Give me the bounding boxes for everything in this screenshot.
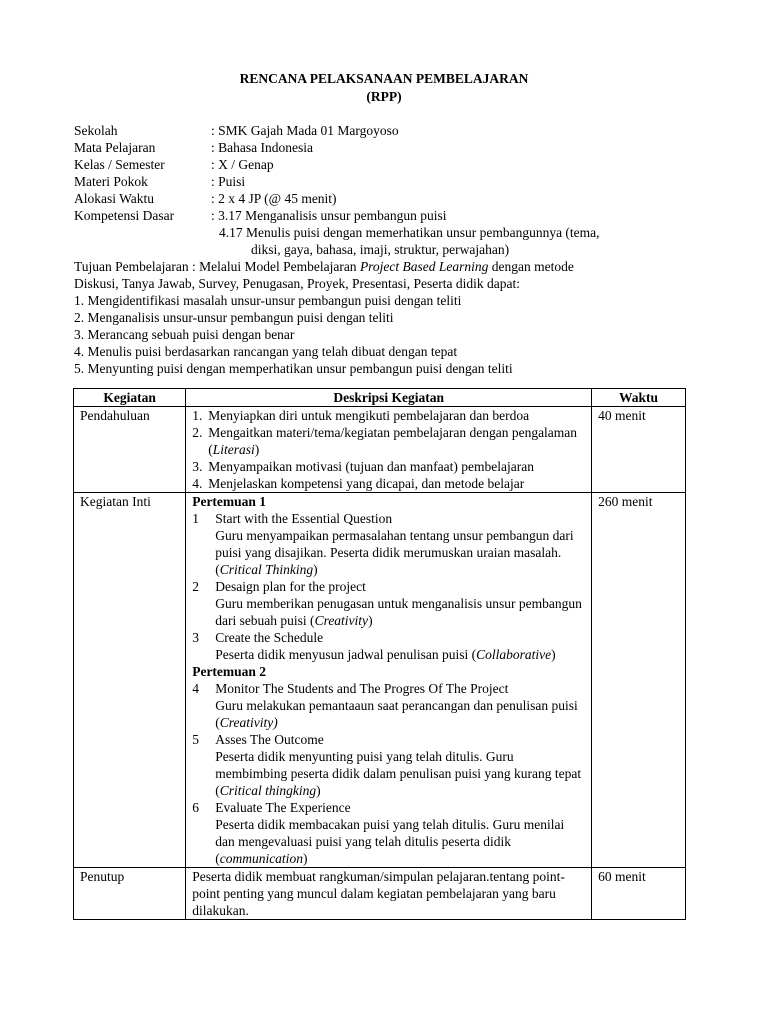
item-number: 2. [192,425,203,440]
step-desc-italic: Collaborative [476,647,552,662]
identity-label: Kompetensi Dasar [74,208,175,223]
item-number: 4. [192,476,203,491]
step-desc-text: Peserta didik menyunting puisi yang telah ditulis. Guru membimbing peserta didik dalam penulisan puisi yang kurang tepat ( [215,749,582,798]
table-header-row [74,389,686,407]
row-time: 60 menit [592,868,686,920]
step-desc-after: ) [302,851,308,866]
inti-step [192,629,585,663]
step-desc-italic: communication [219,851,303,866]
step-desc-italic: Critical Thinking [219,562,314,577]
step-desc-after: ) [313,562,318,577]
identity-value: : 2 x 4 JP (@ 45 menit) [211,191,337,206]
row-time: 40 menit [592,407,686,493]
page-title-line2: (RPP) [366,89,402,104]
row-label: Penutup [74,868,186,920]
step-desc [215,816,585,867]
step-desc-italic: Critical thingking [219,783,317,798]
step-desc [215,595,585,629]
identity-value: : SMK Gajah Mada 01 Margoyoso [211,123,399,138]
pertemuan-2-heading: Pertemuan 2 [192,664,267,679]
tujuan-item: 2. Menganalisis unsur-unsur pembangun puisi dengan teliti [74,310,394,325]
pendahuluan-list [192,407,585,492]
page-title-line1: RENCANA PELAKSANAAN PEMBELAJARAN [239,71,529,86]
inti-step [192,578,585,629]
inti-step [192,680,585,731]
item-text: Menyiapkan diri untuk mengikuti pembelajaran dan berdoa [208,408,530,423]
list-item [192,407,585,424]
identity-label: Sekolah [74,123,118,138]
step-title: Monitor The Students and The Progres Of The Project [215,681,509,696]
step-desc-italic: Creativity [314,613,369,628]
tujuan-item: 1. Mengidentifikasi masalah unsur-unsur pembangun puisi dengan teliti [74,293,462,308]
item-text: Mengaitkan materi/tema/kegiatan pembelajaran dengan pengalaman ( [208,425,578,457]
step-desc-text: Guru menyampaikan permasalahan tentang unsur pembangun dari puisi yang disajikan. Peserta didik merumuskan uraian masalah. ( [215,528,574,577]
header-deskripsi: Deskripsi Kegiatan [186,389,592,407]
identity-value: : Bahasa Indonesia [211,140,313,155]
activity-table [73,388,686,920]
table-row-inti [74,493,686,868]
inti-step [192,731,585,799]
step-desc-after: ) [316,783,321,798]
step-desc [215,748,585,799]
tujuan-prefix: Tujuan Pembelajaran : Melalui Model Pembelajaran [74,259,360,274]
row-label: Kegiatan Inti [74,493,186,868]
inti-step [192,510,585,578]
step-title: Create the Schedule [215,630,324,645]
identity-value: : Puisi [211,174,246,189]
pertemuan-1-heading: Pertemuan 1 [192,494,267,509]
item-text: Menjelaskan kompetensi yang dicapai, dan metode belajar [208,476,525,491]
identity-value: : 3.17 Menganalisis unsur pembangun puisi [211,208,447,223]
tujuan-item: 3. Merancang sebuah puisi dengan benar [74,327,295,342]
item-number: 3. [192,459,203,474]
tujuan-model: Project Based Learning [359,259,489,274]
row-description [186,407,592,493]
item-text: Menyampaikan motivasi (tujuan dan manfaat) pembelajaran [208,459,534,474]
row-label: Pendahuluan [74,407,186,493]
table-row-penutup [74,868,686,920]
tujuan-suffix: dengan metode [488,259,574,274]
list-item [192,424,585,458]
tujuan-item: 5. Menyunting puisi dengan memperhatikan unsur pembangun puisi dengan teliti [74,361,513,376]
step-title: Start with the Essential Question [215,511,393,526]
identity-value: : X / Genap [211,157,274,172]
step-desc-text: Guru melakukan pemantaaun saat perancangan dan penulisan puisi ( [215,698,578,730]
row-description [186,493,592,868]
row-description: Peserta didik membuat rangkuman/simpulan pelajaran.tentang point-point penting yang muncul dalam kegiatan pembelajaran yang baru dilakukan. [186,868,592,920]
tujuan-line2: Diskusi, Tanya Jawab, Survey, Penugasan, Proyek, Presentasi, Peserta didik dapat: [74,276,520,291]
step-desc [215,646,585,663]
step-title: Evaluate The Experience [215,800,351,815]
item-after: ) [254,442,260,457]
item-italic: Literasi [212,442,255,457]
step-number: 5 [192,732,199,747]
table-row-pendahuluan [74,407,686,493]
step-desc-text: Guru memberikan penugasan untuk menganalisis unsur pembangun dari sebuah puisi ( [215,596,582,628]
step-number: 6 [192,800,199,815]
step-desc-italic: Creativity) [219,715,278,730]
step-desc-after: ) [368,613,373,628]
step-desc [215,527,585,578]
item-number: 1. [192,408,203,423]
list-item [192,475,585,492]
step-number: 1 [192,511,199,526]
header-waktu: Waktu [592,389,686,407]
identity-label: Kelas / Semester [74,157,165,172]
step-desc [215,697,585,731]
step-number: 2 [192,579,199,594]
step-number: 3 [192,630,199,645]
step-desc-after: ) [551,647,556,662]
step-number: 4 [192,681,199,696]
inti-step [192,799,585,867]
tujuan-line1 [74,258,574,275]
row-time: 260 menit [592,493,686,868]
header-kegiatan: Kegiatan [74,389,186,407]
tujuan-item: 4. Menulis puisi berdasarkan rancangan yang telah dibuat dengan tepat [74,344,458,359]
identity-label: Mata Pelajaran [74,140,156,155]
step-desc-text: Peserta didik membacakan puisi yang telah ditulis. Guru menilai dan mengevaluasi puisi yang telah ditulis peserta didik ( [215,817,565,866]
step-title: Desaign plan for the project [215,579,366,594]
identity-label: Alokasi Waktu [74,191,155,206]
list-item [192,458,585,475]
step-title: Asses The Outcome [215,732,324,747]
step-desc-text: Peserta didik menyusun jadwal penulisan puisi ( [215,647,477,662]
kd-417-line2: diksi, gaya, bahasa, imaji, struktur, perwajahan) [251,242,510,257]
identity-label: Materi Pokok [74,174,148,189]
kd-417-line1: 4.17 Menulis puisi dengan memerhatikan unsur pembangunnya (tema, [219,225,600,240]
